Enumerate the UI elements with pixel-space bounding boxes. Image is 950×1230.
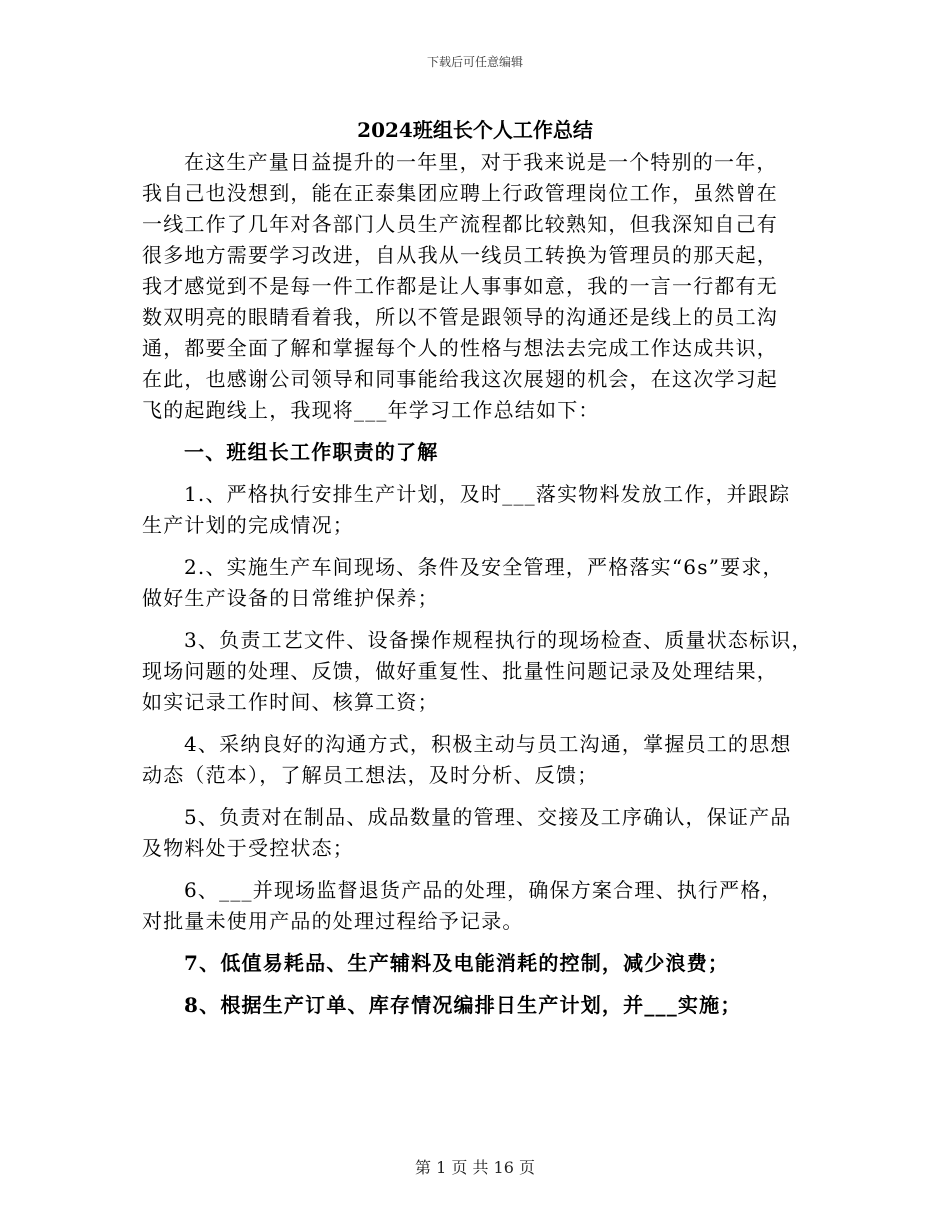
text-line: 5、负责对在制品、成品数量的管理、交接及工序确认，保证产品	[184, 805, 792, 829]
list-item	[142, 875, 822, 937]
text-line: 动态（范本），了解员工想法，及时分析、反馈；	[142, 763, 599, 787]
document-body	[142, 147, 822, 1021]
text-line: 我才感觉到不是每一件工作都是让人事事如意，我的一言一行都有无	[142, 274, 778, 298]
text-line: 飞的起跑线上，我现将___年学习工作总结如下：	[142, 398, 600, 422]
page-footer: 第 1 页 共 16 页	[415, 1158, 535, 1177]
list-item	[142, 729, 822, 791]
intro-paragraph	[142, 147, 822, 426]
list-item	[142, 479, 822, 541]
text-line: 4、采纳良好的沟通方式，积极主动与员工沟通，掌握员工的思想	[184, 732, 792, 756]
text-line: 现场问题的处理、反馈，做好重复性、批量性问题记录及处理结果，	[142, 659, 778, 683]
text-line: 数双明亮的眼睛看着我，所以不管是跟领导的沟通还是线上的员工沟	[142, 305, 778, 329]
document-title: 2024班组长个人工作总结	[357, 118, 593, 142]
text-line: 1.、严格执行安排生产计划，及时___落实物料发放工作，并跟踪	[184, 482, 791, 506]
text-line: 如实记录工作时间、核算工资；	[142, 690, 439, 714]
section-heading: 一、班组长工作职责的了解	[184, 440, 439, 464]
text-line: 一线工作了几年对各部门人员生产流程都比较熟知，但我深知自己有	[142, 212, 778, 236]
text-line: 8、根据生产订单、库存情况编排日生产计划，并___实施；	[184, 993, 742, 1017]
text-line: 及物料处于受控状态；	[142, 836, 354, 860]
list-item	[142, 802, 822, 864]
list-item	[142, 948, 822, 979]
text-line: 生产计划的完成情况；	[142, 513, 354, 537]
text-line: 2.、实施生产车间现场、条件及安全管理，严格落实“6s”要求，	[184, 555, 784, 579]
text-line: 很多地方需要学习改进，自从我从一线员工转换为管理员的那天起，	[142, 243, 778, 267]
text-line: 我自己也没想到，能在正泰集团应聘上行政管理岗位工作，虽然曾在	[142, 181, 778, 205]
list-item	[142, 552, 822, 614]
text-line: 3、负责工艺文件、设备操作规程执行的现场检查、质量状态标识，	[184, 628, 813, 652]
text-line: 7、低值易耗品、生产辅料及电能消耗的控制，减少浪费；	[184, 951, 730, 975]
text-line: 6、___并现场监督退货产品的处理，确保方案合理、执行严格，	[184, 878, 783, 902]
text-line: 做好生产设备的日常维护保养；	[142, 586, 439, 610]
list-item	[142, 625, 822, 718]
text-line: 对批量未使用产品的处理过程给予记录。	[142, 909, 524, 933]
text-line: 在此，也感谢公司领导和同事能给我这次展翅的机会，在这次学习起	[142, 367, 778, 391]
text-line: 通，都要全面了解和掌握每个人的性格与想法去完成工作达成共识，	[142, 336, 778, 360]
text-line: 在这生产量日益提升的一年里，对于我来说是一个特别的一年，	[184, 150, 778, 174]
list-item	[142, 990, 822, 1021]
page-header: 下载后可任意编辑	[426, 55, 523, 69]
